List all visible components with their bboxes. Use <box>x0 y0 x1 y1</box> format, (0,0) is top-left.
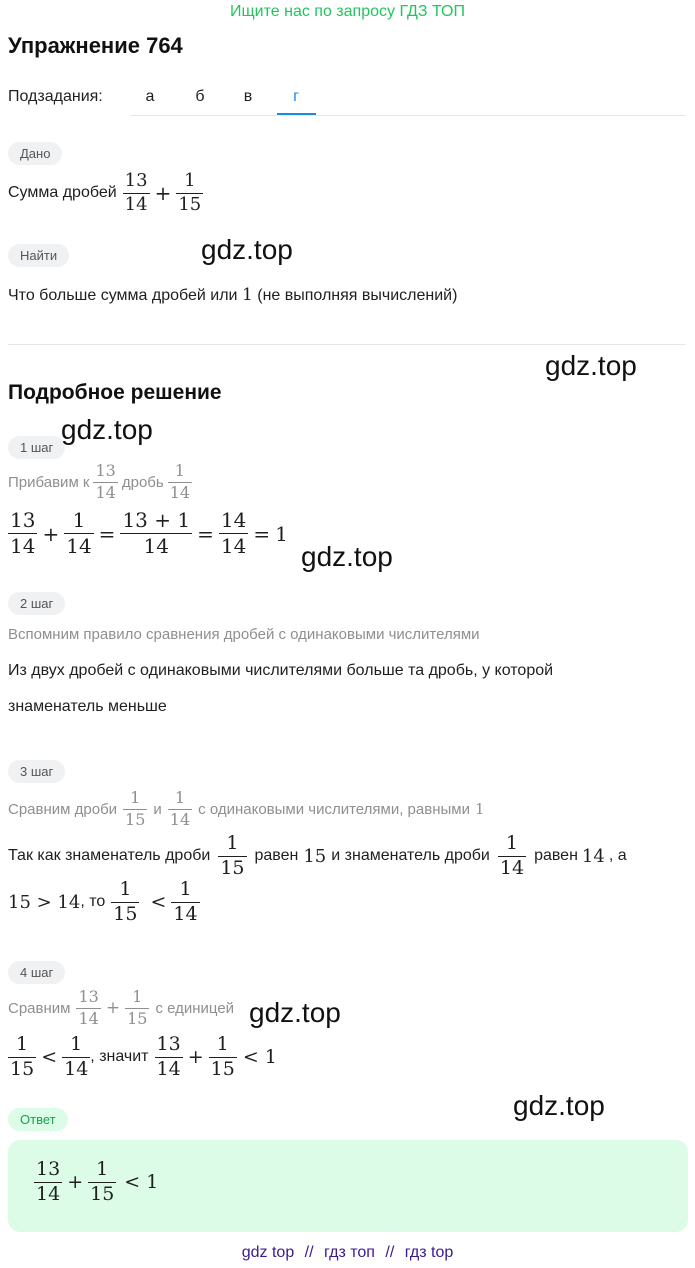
fraction <box>218 834 246 879</box>
value: 15 <box>303 845 327 867</box>
denominator: 14 <box>66 534 92 558</box>
answer-badge: Ответ <box>8 1108 68 1131</box>
watermark: gdz.top <box>201 234 293 265</box>
given-fraction-2 <box>176 172 203 215</box>
numerator: 13 <box>95 461 116 480</box>
plus-sign: + <box>154 181 172 206</box>
find-text <box>8 285 457 305</box>
step3-hint <box>8 790 485 829</box>
denominator: 15 <box>113 902 138 925</box>
fraction <box>209 1035 237 1080</box>
denominator: 14 <box>78 1008 99 1028</box>
footer-link[interactable]: гдз top <box>404 1244 454 1261</box>
hint-fraction-1 <box>93 463 117 502</box>
number-one: 1 <box>474 800 485 819</box>
step4-hint <box>8 989 234 1028</box>
denominator: 14 <box>64 1057 89 1080</box>
footer-links <box>0 1244 695 1262</box>
numerator: 1 <box>70 1033 83 1055</box>
denominator: 15 <box>127 1008 148 1028</box>
step3-line2 <box>8 880 200 925</box>
step3-line1 <box>8 834 627 879</box>
numerator: 1 <box>216 1033 229 1055</box>
less-than-sign: < <box>41 1046 58 1069</box>
denominator: 15 <box>178 193 202 215</box>
numerator: 13 <box>156 1033 181 1055</box>
denominator: 14 <box>10 534 36 558</box>
tab-g[interactable]: г <box>293 88 299 105</box>
watermark: gdz.top <box>249 997 341 1028</box>
plus-sign: + <box>67 1171 84 1194</box>
text: , значит <box>90 1048 149 1066</box>
step1-equation <box>8 510 288 557</box>
given-text: Сумма дробей <box>8 184 117 202</box>
fraction <box>34 1160 62 1205</box>
inequality: 15 > 14 <box>8 891 81 913</box>
equals-sign: = <box>253 521 271 546</box>
numerator: 1 <box>130 788 141 807</box>
numerator: 1 <box>179 878 192 900</box>
denominator: 15 <box>125 809 146 829</box>
active-tab-indicator <box>277 113 316 115</box>
hint-fraction-1 <box>123 790 147 829</box>
hint-fraction-2 <box>125 989 149 1028</box>
text: Так как знаменатель дроби <box>8 847 211 865</box>
denominator: 14 <box>169 809 191 829</box>
value: 14 <box>581 845 605 867</box>
numerator: 14 <box>220 508 247 532</box>
result-value: 1 <box>275 521 288 546</box>
step2-line1: Из двух дробей с одинаковыми числителями больше та дробь, у которой <box>8 662 554 679</box>
fraction <box>8 1035 36 1080</box>
tab-v[interactable]: в <box>243 88 253 105</box>
numerator: 1 <box>16 1033 29 1055</box>
text: , то <box>80 893 106 911</box>
denominator: 14 <box>499 856 525 879</box>
denominator: 14 <box>156 1057 181 1080</box>
step4-line <box>8 1035 277 1080</box>
denominator: 14 <box>124 193 148 215</box>
step2-hint: Вспомним правило сравнения дробей с одинаковыми числителями <box>8 626 480 643</box>
footer-separator: // <box>304 1244 314 1261</box>
numerator: 1 <box>132 987 143 1006</box>
less-than-one: < 1 <box>242 1046 277 1069</box>
given-fraction-1 <box>123 172 150 215</box>
step1-hint <box>8 463 192 502</box>
denominator: 14 <box>220 534 247 558</box>
numerator: 13 <box>124 170 148 191</box>
footer-link[interactable]: гдз топ <box>324 1244 375 1261</box>
numerator: 1 <box>72 508 86 532</box>
fraction <box>111 880 139 925</box>
less-than-one: < 1 <box>124 1171 159 1194</box>
hint-text: с единицей <box>155 999 235 1017</box>
fraction <box>88 1160 116 1205</box>
footer-link[interactable]: gdz top <box>241 1244 295 1261</box>
page-title: Упражнение 764 <box>8 33 183 58</box>
denominator: 14 <box>95 482 116 502</box>
numerator: 1 <box>119 878 132 900</box>
fraction <box>498 834 526 879</box>
watermark: gdz.top <box>61 414 153 445</box>
denominator: 15 <box>210 1057 235 1080</box>
fraction <box>155 1035 183 1080</box>
hint-text: с одинаковыми числителями, равными <box>198 800 470 818</box>
fraction <box>219 510 248 557</box>
step2-badge: 2 шаг <box>8 592 65 615</box>
solution-heading: Подробное решение <box>8 381 222 404</box>
step4-badge: 4 шаг <box>8 961 65 984</box>
denominator: 15 <box>10 1057 35 1080</box>
denominator: 14 <box>173 902 198 925</box>
numerator: 1 <box>184 170 196 191</box>
step2-line2: знаменатель меньше <box>8 698 167 715</box>
find-text-after: (не выполняя вычислений) <box>257 287 458 304</box>
top-banner-link[interactable]: Ищите нас по запросу ГДЗ ТОП <box>230 3 465 20</box>
numerator: 1 <box>505 832 519 854</box>
numerator: 13 + 1 <box>122 508 191 532</box>
step1-badge: 1 шаг <box>8 436 65 459</box>
denominator: 15 <box>220 856 245 879</box>
hint-text: дробь <box>121 473 164 491</box>
section-divider <box>8 344 686 345</box>
numerator: 1 <box>174 461 185 480</box>
fraction <box>171 880 199 925</box>
plus-sign: + <box>105 998 121 1019</box>
hint-fraction-2 <box>168 790 192 829</box>
footer-separator: // <box>385 1244 395 1261</box>
denominator: 15 <box>90 1182 115 1205</box>
text: равен <box>254 847 299 865</box>
numerator: 13 <box>10 508 36 532</box>
tabs-divider <box>130 115 686 116</box>
watermark: gdz.top <box>301 541 393 572</box>
subtasks-label: Подзадания: <box>8 88 103 105</box>
tab-b[interactable]: б <box>195 88 205 105</box>
numerator: 1 <box>174 788 186 807</box>
hint-fraction-2 <box>168 463 192 502</box>
denominator: 14 <box>143 534 169 558</box>
hint-text: Прибавим к <box>8 473 90 491</box>
plus-sign: + <box>187 1046 204 1069</box>
fraction <box>120 510 192 557</box>
equals-sign: = <box>197 521 214 546</box>
step3-badge: 3 шаг <box>8 760 65 783</box>
hint-text: и <box>153 800 162 818</box>
numerator: 1 <box>96 1158 109 1180</box>
numerator: 13 <box>36 1158 61 1180</box>
find-badge: Найти <box>8 244 69 267</box>
number-one: 1 <box>241 285 253 305</box>
watermark: gdz.top <box>545 350 637 381</box>
numerator: 1 <box>226 832 239 854</box>
fraction <box>62 1035 90 1080</box>
text: , а <box>608 847 627 865</box>
tab-a[interactable]: а <box>145 88 155 105</box>
plus-sign: + <box>42 521 60 546</box>
denominator: 14 <box>36 1182 61 1205</box>
hint-text: Сравним дроби <box>8 800 118 818</box>
hint-text: Сравним <box>8 999 71 1017</box>
answer-expression <box>34 1160 158 1205</box>
fraction <box>64 510 93 557</box>
find-text-before: Что больше сумма дробей или <box>8 287 238 304</box>
watermark: gdz.top <box>513 1090 605 1121</box>
equals-sign: = <box>98 521 116 546</box>
given-expression <box>8 172 203 215</box>
hint-fraction-1 <box>76 989 100 1028</box>
text: равен <box>534 847 578 865</box>
numerator: 13 <box>78 987 99 1006</box>
denominator: 14 <box>169 482 191 502</box>
given-badge: Дано <box>8 142 62 165</box>
text: и знаменатель дроби <box>331 847 490 865</box>
fraction <box>8 510 37 557</box>
less-than-sign: < <box>150 891 167 914</box>
